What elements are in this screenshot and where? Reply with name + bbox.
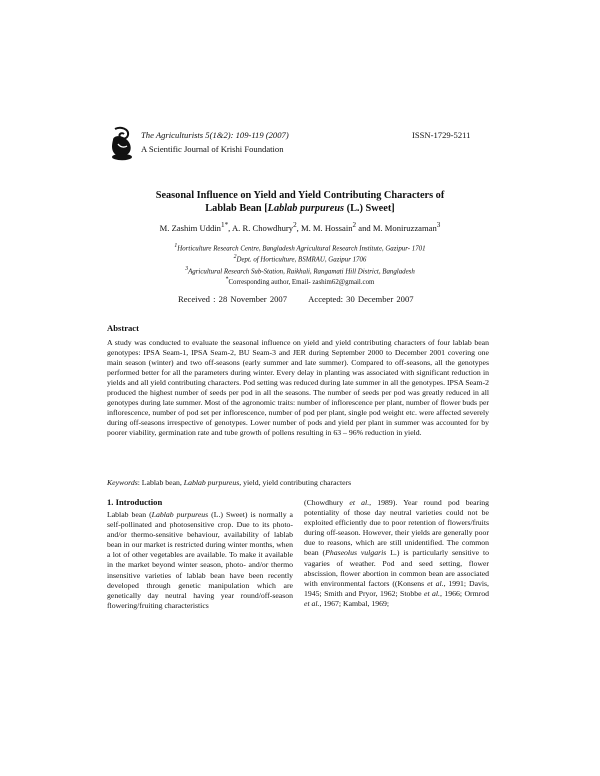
- author-3: , M. M. Hossain: [296, 222, 353, 233]
- journal-header: [141, 130, 289, 155]
- intro-right-3: , 1989). Year round pod bearing potentiality of those day neutral varieties could not be exploited efficiently due to poor retention of flowers/fruits during off-season. However, their yields are generally poor due to reasons, which are still unidentified. The common bean (: [304, 498, 489, 558]
- affiliation-1-sup: 1: [174, 243, 178, 249]
- intro-right-2: et al.: [349, 498, 370, 507]
- affiliation-3-text: Agricultural Research Sub-Station, Raikhali, Rangamati Hill District, Bangladesh: [188, 267, 415, 275]
- journal-citation: The Agriculturists 5(1&2): 109-119 (2007): [141, 130, 289, 140]
- affiliation-2: [60, 253, 540, 264]
- author-1: M. Zashim Uddin: [159, 222, 221, 233]
- author-2: , A. R. Chowdhury: [228, 222, 294, 233]
- corresponding-text: Corresponding author, Email- zashim62@gmail.com: [228, 279, 375, 287]
- abstract-text: A study was conducted to evaluate the seasonal influence on yield and yield contributing characters of four lablab bean genotypes: IPSA Seam-1, IPSA Seam-2, BU Seam-3 and JER during September 2000 to December 2001 covering one main season (winter) and two off-seasons (early summer and late summer). Compared to off-seasons, all the genotypes performed better for all the parameters during winter. Every delay in planting was associated with significant reduction in yields and all yield contributing characters. Pod setting was reduced during late summer in all the genotypes. IPSA Seam-2 produced the highest number of seeds per pod in all the seasons. The number of seeds per pod was greatly reduced in all genotypes during late summer. Most of the agronomic traits: number of inflorescence per plant, number of flower buds per inflorescence, number of pod set per inflorescence, number of pod per plant, single pod weight etc. were affected severely during off-seasons irrespective of genotypes. Lower number of pods and yield per plant in summer was accounted for by poorer viability, germination rate and tube growth of pollens resulting in 63 – 96% reduction in yield.: [107, 338, 489, 438]
- affiliation-2-sup: 2: [233, 254, 237, 261]
- author-4-sup: 3: [436, 221, 441, 229]
- intro-right-5: L.) is particularly sensitive to vagaries of weather. Pod and seed setting, flower abscission, flower abortion in common bean are associated with environmental factors ((Konsens: [304, 548, 489, 588]
- title-line-2-suffix: (L.) Sweet]: [344, 203, 395, 214]
- krishi-foundation-logo-icon: [110, 126, 134, 162]
- intro-right-10: et al.: [304, 598, 320, 608]
- intro-left-1: Lablab bean (: [107, 510, 152, 519]
- affiliation-3: [60, 265, 540, 276]
- title-species: Lablab purpureus: [267, 203, 345, 214]
- keywords-label: Keywords: [107, 478, 138, 487]
- intro-right-9: , 1966; Ormrod: [440, 588, 489, 598]
- corresponding-author: [225, 276, 375, 287]
- intro-left-2: Lablab purpureus: [151, 510, 209, 519]
- affiliation-1-text: Horticulture Research Centre, Bangladesh Agricultural Research Institute, Gazipur- 1701: [177, 245, 426, 253]
- paper-title: [60, 189, 540, 215]
- intro-right-8: et al.: [424, 588, 440, 598]
- issn: ISSN-1729-5211: [412, 130, 471, 140]
- affiliation-3-sup: 3: [185, 265, 189, 272]
- introduction-heading: 1. Introduction: [107, 497, 163, 507]
- accepted-date: Accepted: 30 December 2007: [308, 294, 414, 304]
- introduction-right-column: [304, 498, 489, 609]
- keywords-species: Lablab purpureus: [183, 478, 240, 487]
- affiliation-1: [60, 242, 540, 253]
- title-line-1: Seasonal Influence on Yield and Yield Contributing Characters of: [155, 190, 445, 201]
- affiliation-2-text: Dept. of Horticulture, BSMRAU, Gazipur 1706: [236, 256, 367, 264]
- affiliations: [60, 242, 540, 287]
- intro-right-1: (Chowdhury: [304, 498, 350, 507]
- corresponding-sup: *: [225, 276, 229, 283]
- author-4: and M. Moniruzzaman: [356, 222, 437, 233]
- author-1-sup: 1*: [220, 221, 229, 229]
- author-2-sup: 2: [293, 221, 297, 229]
- intro-right-7: , 1991; Davis, 1945; Smith and Pryor, 1962; Stobbe: [304, 578, 489, 598]
- intro-right-6: et al.: [427, 578, 444, 588]
- paper-dates: [178, 294, 414, 304]
- intro-left-3: (L.) Sweet) is normally a self-pollinated and photosensitive crop. Due to its photo- and/or thermo-sensitive behaviour, availability of lablab bean in our market is restricted during winter months, when a lot of other vegetables are available. To make it available in the market beyond winter season, photo- and/or thermo insensitive varieties of lablab bean have been recently developed through genetic manipulation which are genetically day neutral having year round/off-season flowering/fruiting characteristics: [107, 510, 293, 610]
- author-list: [60, 221, 540, 233]
- intro-right-4: Phaseolus vulgaris: [325, 548, 387, 558]
- keywords-pre: : Lablab bean,: [137, 478, 184, 487]
- abstract-heading: Abstract: [107, 323, 139, 333]
- keywords-post: , yield, yield contributing characters: [239, 478, 352, 487]
- journal-organization: A Scientific Journal of Krishi Foundation: [141, 144, 284, 154]
- received-date: Received : 28 November 2007: [178, 294, 288, 304]
- intro-right-11: , 1967; Kambal, 1969;: [319, 598, 390, 608]
- author-3-sup: 2: [352, 221, 357, 229]
- title-line-2-prefix: Lablab Bean [: [205, 203, 268, 214]
- introduction-left-column: [107, 510, 293, 611]
- keywords: [107, 478, 351, 487]
